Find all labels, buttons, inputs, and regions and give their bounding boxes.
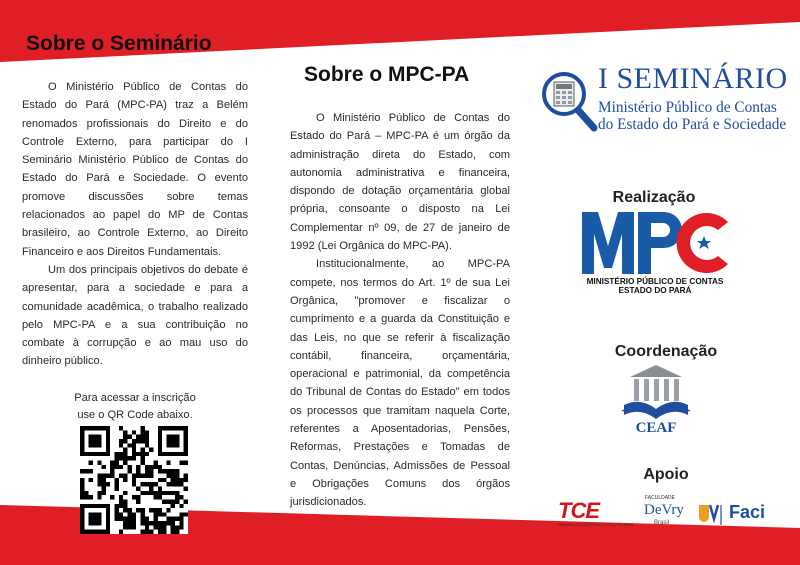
magnifier-calculator-icon: [538, 66, 598, 150]
about-seminar-title: Sobre o Seminário: [26, 32, 212, 55]
devry-logo: DeVry: [644, 502, 684, 518]
about-mpc-text: [290, 109, 510, 512]
mpc-caption-line-2: ESTADO DO PARÁ: [618, 286, 692, 295]
about-seminar-section: [22, 32, 248, 371]
mpc-paragraph-1: O Ministério Público de Contas do Estado do Pará – MPC-PA é um órgão da administração direta do Estado, com autonomia administrativa e financeira, dispondo de dotação orçamentária global própria, consoante o disposto na Lei Complementar nº 09, de 27 de janeiro de 1992 (Lei Orgânica do MPC-PA).: [290, 112, 510, 253]
ceaf-label: CEAF: [635, 420, 677, 436]
qr-code[interactable]: [80, 426, 188, 534]
seminar-paragraph-1: O Ministério Público de Contas do Estado do Pará (MPC-PA) traz a Belém renomados profissionais do Direito e do Controle Externo, para participar do I Seminário Ministério Público de Contas do Estado do Pará e Sociedade. O evento promove discussões sobre temas relacionados ao papel do MP de Contas brasileiro, ao Controle Externo, ao Direito Financeiro e aos Direitos Fundamentais.: [22, 81, 248, 258]
devry-brasil-label: Brasil: [654, 520, 670, 526]
apoio-heading: Apoio: [643, 466, 689, 483]
about-seminar-text: [22, 78, 248, 371]
tce-logo: TCE: [558, 498, 599, 523]
about-mpc-title: Sobre o MPC-PA: [304, 63, 470, 86]
seminar-logo-subtitle: [598, 99, 786, 133]
realizacao-heading: Realização: [612, 189, 696, 206]
mpc-logo: [582, 212, 728, 274]
coordenacao-heading: Coordenação: [614, 343, 718, 360]
about-mpc-section: [290, 63, 510, 512]
mpc-caption-line-1: MINISTÉRIO PÚBLICO DE CONTAS: [586, 277, 724, 286]
registration-note: [22, 390, 248, 424]
seminar-paragraph-2: Um dos principais objetivos do debate é apresentar, para a sociedade e para a comunidade acadêmica, o trabalho realizado pelo MPC-PA e a sua contribuição no combate à corrupção e ao mau uso do dinheiro público.: [22, 263, 248, 368]
seminar-sub-line-2: do Estado do Pará e Sociedade: [598, 116, 787, 133]
tce-caption: TRIBUNAL DE CONTAS DO ESTADO DO PARÁ: [557, 523, 634, 527]
devry-faculdade-label: FACULDADE: [645, 495, 676, 501]
seminar-sub-line-1: Ministério Público de Contas: [598, 99, 777, 116]
faci-logo: Faci: [729, 502, 766, 522]
seminar-logo-title: I SEMINÁRIO: [598, 62, 788, 95]
faci-emblem-icon: [697, 503, 725, 527]
registration-line-2: use o QR Code abaixo.: [77, 409, 193, 421]
registration-line-1: Para acessar a inscrição: [74, 392, 196, 404]
mpc-logo-caption: [580, 277, 730, 295]
mpc-paragraph-2: Institucionalmente, ao MPC-PA compete, nos termos do Art. 1º de sua Lei Orgânica, "promover e fiscalizar o cumprimento e a guarda da Constituição e das Leis, no que se referir à fiscalização contábil, financeira, orçamentária, operacional e patrimonial, da competência do Tribunal de Contas do Estado" em todos os processos que tramitam naquela Corte, referentes a Aposentadorias, Pensões, Reformas, Prestações e Tomadas de Contas, Denúncias, Admissões de Pessoal e Obrigações Comuns dos órgãos jurisdicionados.: [290, 258, 510, 509]
